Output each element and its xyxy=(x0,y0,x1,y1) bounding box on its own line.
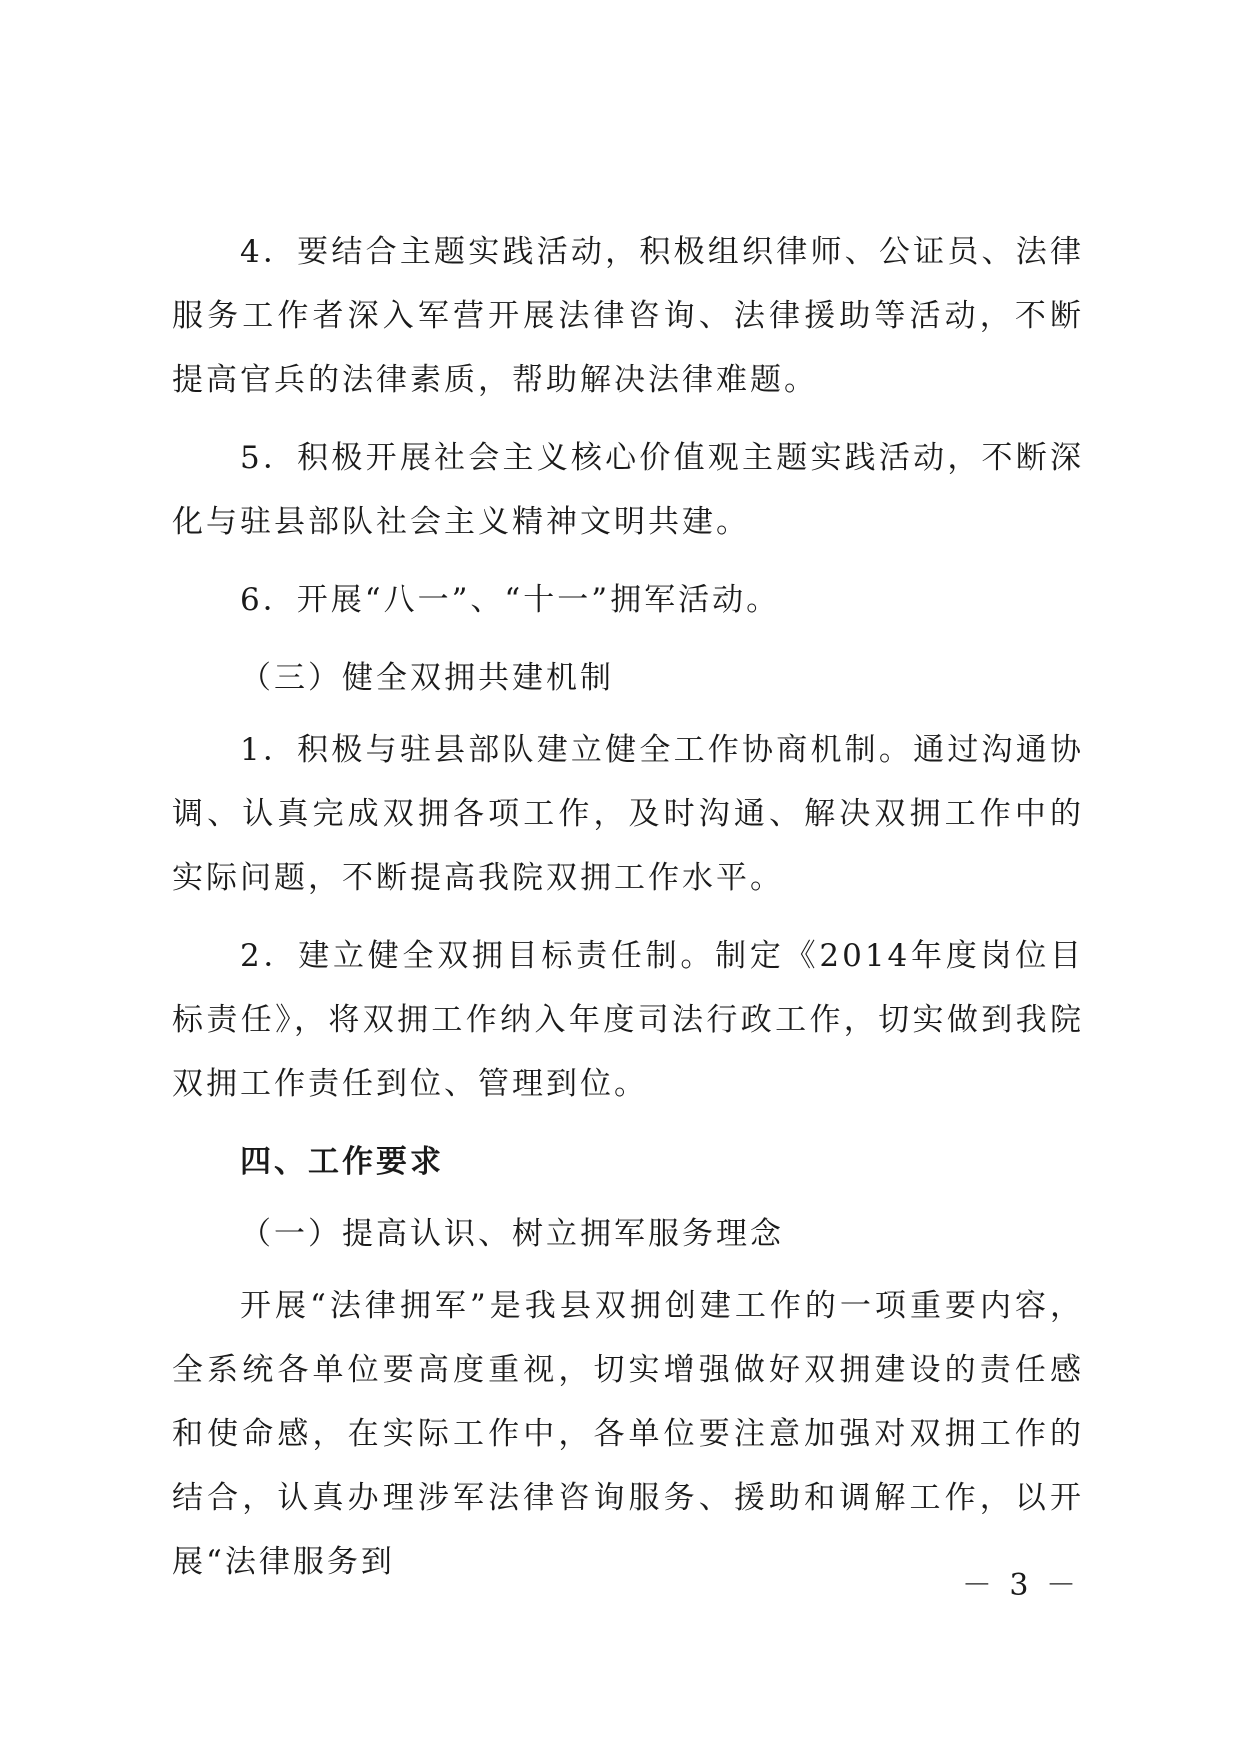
subheading-mechanism: （三）健全双拥共建机制 xyxy=(240,660,614,696)
paragraph-mechanism-1: 1．积极与驻县部队建立健全工作协商机制。通过沟通协调、认真完成双拥各项工作，及时沟通、解决双拥工作中的实际问题，不断提高我院双拥工作水平。 xyxy=(172,732,1084,896)
document-body xyxy=(172,220,1084,1608)
paragraph-mechanism-2: 2．建立健全双拥目标责任制。制定《2014年度岗位目标责任》，将双拥工作纳入年度司法行政工作，切实做到我院双拥工作责任到位、管理到位。 xyxy=(172,938,1084,1102)
subheading-awareness: （一）提高认识、树立拥军服务理念 xyxy=(240,1216,784,1252)
page-number: － 3 － xyxy=(961,1568,1080,1603)
paragraph-awareness: 开展“法律拥军”是我县双拥创建工作的一项重要内容，全系统各单位要高度重视，切实增强做好双拥建设的责任感和使命感，在实际工作中，各单位要注意加强对双拥工作的结合，认真办理涉军法律咨询服务、援助和调解工作，以开展“法律服务到 xyxy=(172,1288,1084,1580)
paragraph-item-5: 5．积极开展社会主义核心价值观主题实践活动，不断深化与驻县部队社会主义精神文明共建。 xyxy=(172,440,1084,540)
paragraph-item-4: 4．要结合主题实践活动，积极组织律师、公证员、法律服务工作者深入军营开展法律咨询、法律援助等活动，不断提高官兵的法律素质，帮助解决法律难题。 xyxy=(172,234,1084,398)
section-heading-requirements: 四、工作要求 xyxy=(240,1144,444,1180)
paragraph-item-6: 6．开展“八一”、“十一”拥军活动。 xyxy=(240,582,781,618)
